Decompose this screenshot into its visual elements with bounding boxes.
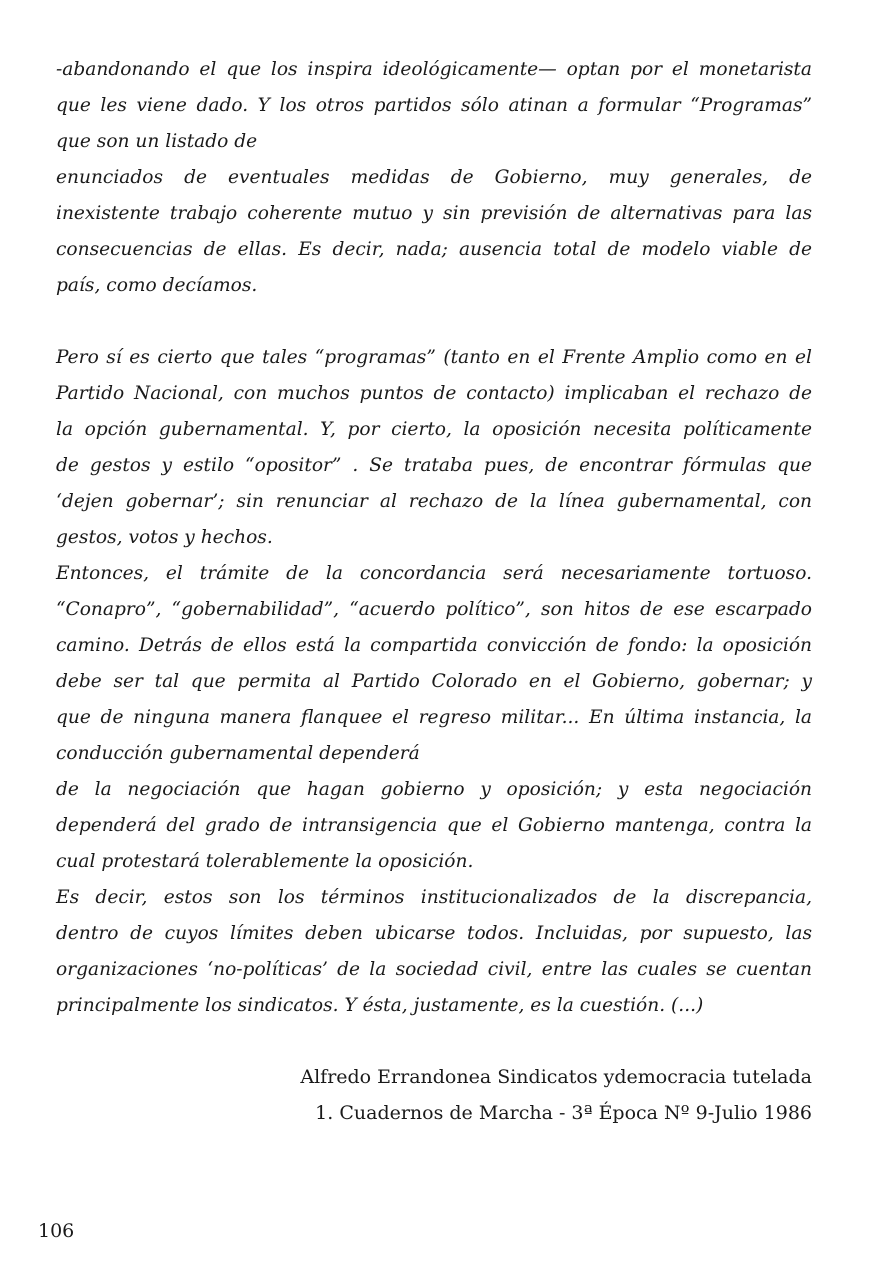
paragraph-2 bbox=[56, 340, 812, 1024]
text-line: dependerá del grado de intransigencia que el Gobierno mantenga, contra la bbox=[56, 815, 812, 836]
citation-author-title: Alfredo Errandonea Sindicatos ydemocracia tutelada bbox=[300, 1066, 812, 1088]
text-line: cual protestará tolerablemente la oposición. bbox=[56, 851, 474, 872]
text-line: “Conapro”, “gobernabilidad”, “acuerdo político”, son hitos de ese escarpado bbox=[56, 599, 812, 620]
text-line: organizaciones ‘no-políticas’ de la sociedad civil, entre las cuales se cuentan bbox=[56, 959, 812, 980]
body-text bbox=[56, 52, 812, 1024]
text-line: ‘dejen gobernar’; sin renunciar al rechazo de la línea gubernamental, con bbox=[56, 491, 812, 512]
text-line: que de ninguna manera flanquee el regreso militar... En última instancia, la bbox=[56, 707, 812, 728]
text-line: Entonces, el trámite de la concordancia será necesariamente tortuoso. bbox=[56, 563, 812, 584]
text-line: Es decir, estos son los términos institucionalizados de la discrepancia, bbox=[56, 887, 812, 908]
paragraph-gap bbox=[56, 304, 812, 340]
text-line: consecuencias de ellas. Es decir, nada; ausencia total de modelo viable de bbox=[56, 239, 812, 260]
text-line: de gestos y estilo “opositor” . Se trataba pues, de encontrar fórmulas que bbox=[56, 455, 812, 476]
text-line: la opción gubernamental. Y, por cierto, la oposición necesita políticamente bbox=[56, 419, 812, 440]
text-line: que les viene dado. Y los otros partidos sólo atinan a formular “Programas” bbox=[56, 95, 812, 116]
text-line: principalmente los sindicatos. Y ésta, justamente, es la cuestión. (...) bbox=[56, 995, 704, 1016]
text-line: Pero sí es cierto que tales “programas” (tanto en el Frente Amplio como en el bbox=[56, 347, 812, 368]
citation-source: 1. Cuadernos de Marcha - 3ª Época Nº 9-Julio 1986 bbox=[315, 1102, 812, 1124]
page-number: 106 bbox=[38, 1220, 75, 1242]
text-line: Partido Nacional, con muchos puntos de contacto) implicaban el rechazo de bbox=[56, 383, 812, 404]
text-line: que son un listado de bbox=[56, 131, 258, 152]
text-line: país, como decíamos. bbox=[56, 275, 258, 296]
text-line: conducción gubernamental dependerá bbox=[56, 743, 420, 764]
text-line: debe ser tal que permita al Partido Colorado en el Gobierno, gobernar; y bbox=[56, 671, 812, 692]
text-line: dentro de cuyos límites deben ubicarse todos. Incluidas, por supuesto, las bbox=[56, 923, 812, 944]
text-line: de la negociación que hagan gobierno y oposición; y esta negociación bbox=[56, 779, 812, 800]
text-line: gestos, votos y hechos. bbox=[56, 527, 273, 548]
paragraph-1 bbox=[56, 52, 812, 304]
citation bbox=[300, 1059, 812, 1131]
text-line: inexistente trabajo coherente mutuo y sin previsión de alternativas para las bbox=[56, 203, 812, 224]
text-line: -abandonando el que los inspira ideológicamente— optan por el monetarista bbox=[56, 59, 812, 80]
text-line: enunciados de eventuales medidas de Gobierno, muy generales, de bbox=[56, 167, 812, 188]
text-line: camino. Detrás de ellos está la compartida convicción de fondo: la oposición bbox=[56, 635, 812, 656]
